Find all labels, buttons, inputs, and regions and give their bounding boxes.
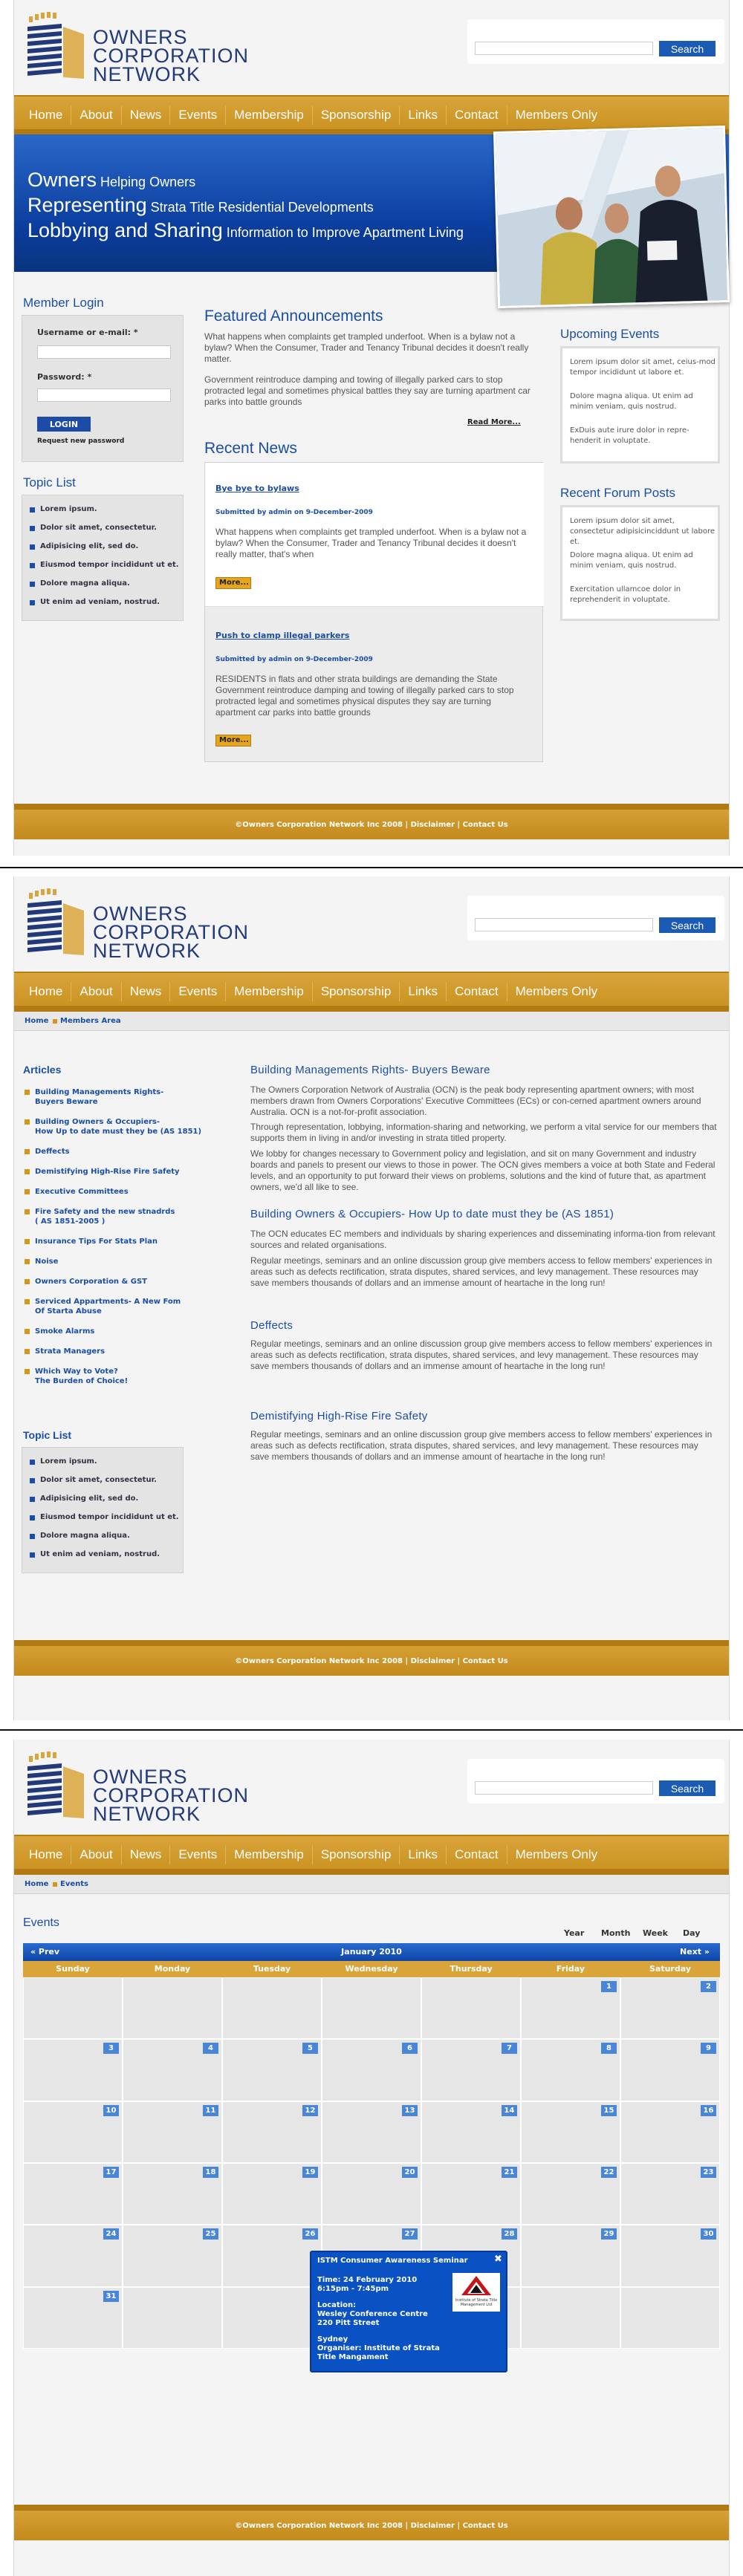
logo-line-1: OWNERS	[93, 902, 188, 925]
article-link[interactable]: Deffects	[23, 1147, 246, 1157]
section-1-para-2: Through representation, lobbying, information-sharing and networking, we perform a vital service for our members that supports them in living in and/or investing in strata titled property.	[250, 1122, 717, 1143]
search-input[interactable]	[475, 42, 653, 55]
popup-street: 220 Pitt Street	[317, 2319, 380, 2327]
nav-membership[interactable]: Membership	[226, 982, 313, 1001]
breadcrumb	[14, 1012, 729, 1031]
calendar-day-number[interactable]: 12	[302, 2105, 318, 2116]
site-footer	[14, 804, 729, 839]
search-button[interactable]: Search	[659, 917, 716, 933]
forum-box	[560, 505, 720, 621]
calendar-cell[interactable]	[222, 2101, 322, 2163]
calendar-day-number[interactable]: 3	[103, 2043, 119, 2054]
nav-news[interactable]: News	[122, 105, 171, 125]
password-input[interactable]	[37, 388, 171, 402]
calendar-cell[interactable]	[620, 2163, 720, 2225]
weekday-friday: Friday	[556, 1964, 585, 1974]
popup-time-range: 6:15pm - 7:45pm	[317, 2285, 389, 2293]
calendar-header	[23, 1943, 720, 1961]
logo-line-3: NETWORK	[93, 63, 201, 85]
banner-photo	[493, 126, 730, 308]
nav-about[interactable]: About	[71, 982, 121, 1001]
view-day[interactable]: Day	[683, 1928, 701, 1938]
topic-list-box	[22, 495, 184, 621]
calendar-day-number[interactable]: 4	[203, 2043, 218, 2054]
logo-building-icon	[25, 12, 88, 83]
nav-events[interactable]: Events	[170, 1845, 226, 1864]
calendar-cell[interactable]	[521, 2287, 620, 2349]
banner-line-2	[27, 194, 374, 217]
topic-list-box	[22, 1447, 184, 1573]
logo-line-2: CORPORATION	[93, 921, 250, 943]
articles-page	[0, 876, 743, 1720]
calendar-day-number[interactable]: 13	[402, 2105, 418, 2116]
calendar-cell[interactable]	[322, 2101, 421, 2163]
nav-contact[interactable]: Contact	[447, 1845, 507, 1864]
banner-line-1	[27, 169, 195, 192]
site-footer	[14, 2505, 729, 2540]
logo-wordmark	[93, 1768, 249, 1824]
calendar-cell[interactable]	[222, 2039, 322, 2101]
site-logo[interactable]	[25, 1752, 337, 1826]
logo-line-3: NETWORK	[93, 1803, 201, 1825]
people-meeting-image	[496, 128, 730, 308]
news-1-body: What happens when complaints get trampled underfoot. When is a bylaw not a bylaw? When the Consumer, Trader and Tenancy Tribunal decides it doesn't really matter, that's when	[215, 527, 527, 559]
main-nav	[14, 972, 729, 1012]
month-title: January 2010	[341, 1947, 402, 1957]
article-link[interactable]: Smoke Alarms	[23, 1327, 246, 1336]
username-input[interactable]	[37, 345, 171, 359]
calendar-cell[interactable]	[23, 2101, 123, 2163]
section-1-para-1: The Owners Corporation Network of Australia (OCN) is the peak body representing apartment owners; with most members drawn from Owners Corporations' Executive Committees (ECs) or con-cerned apartment owners around Australia. OCN is a not-for-profit association.	[250, 1084, 701, 1117]
banner-3-big: Lobbying and Sharing	[27, 219, 223, 241]
nav-links[interactable]: Links	[400, 982, 447, 1001]
topic-item[interactable]: Eiusmod tempor incididunt ut et.	[28, 1508, 179, 1526]
nav-members-only[interactable]: Members Only	[515, 1847, 598, 1861]
banner-1-big: Owners	[27, 169, 97, 191]
nav-members-only[interactable]: Members Only	[515, 984, 598, 998]
featured-paragraph-2: Government reintroduce damping and towing of illegally parked cars to stop protracted legal and sometimes physical battles they say are turning apartment car parks into battle grounds	[204, 374, 531, 407]
banner-3-small: Information to Improve Apartment Living	[222, 225, 464, 240]
topic-item[interactable]: Eiusmod tempor incididunt ut et.	[28, 556, 179, 574]
weekday-thursday: Thursday	[450, 1964, 493, 1974]
topic-item[interactable]: Dolore magna aliqua.	[28, 1526, 179, 1545]
main-nav	[14, 1835, 729, 1875]
search-button[interactable]: Search	[659, 41, 716, 56]
calendar-cell[interactable]	[521, 2101, 620, 2163]
calendar-day-number[interactable]: 2	[701, 1981, 716, 1992]
calendar-cell[interactable]	[620, 2225, 720, 2286]
section-3-title: Deffects	[250, 1319, 293, 1332]
forum-text-1: Lorem ipsum dolor sit amet, consectetur adipisicinciddunt ut labore et.	[570, 517, 716, 546]
article-link[interactable]: Demistifying High-Rise Fire Safety	[23, 1167, 246, 1177]
featured-title: Featured Announcements	[204, 308, 383, 325]
events-frame	[13, 1740, 730, 2576]
calendar-day-number[interactable]: 7	[502, 2043, 517, 2054]
calendar-cell[interactable]	[421, 2163, 521, 2225]
event-text-2: Dolore magna aliqua. Ut enim ad minim veniam, quis nostrud.	[570, 392, 693, 411]
news-card-1	[205, 463, 544, 607]
calendar-day-number[interactable]: 22	[601, 2167, 617, 2178]
article-link[interactable]: Serviced Appartments- A New Fom Of Starta Abuse	[23, 1297, 246, 1316]
calendar-day-number[interactable]: 14	[502, 2105, 517, 2116]
forum-title: Recent Forum Posts	[560, 486, 675, 500]
calendar-day-number[interactable]: 29	[601, 2228, 617, 2240]
article-link[interactable]: Insurance Tips For Stats Plan	[23, 1237, 246, 1246]
section-1-title: Building Managements Rights- Buyers Beware	[250, 1064, 490, 1076]
calendar-cell[interactable]	[421, 1977, 521, 2039]
article-link[interactable]: Building Owners & Occupiers- How Up to date must they be (AS 1851)	[23, 1117, 246, 1136]
recent-news-title: Recent News	[204, 440, 297, 457]
news-2-meta: Submitted by admin on 9-December-2009	[215, 656, 373, 663]
nav-sponsorship[interactable]: Sponsorship	[313, 105, 400, 125]
event-popup	[310, 2251, 507, 2372]
news-2-more-button[interactable]: More...	[215, 735, 251, 747]
calendar-cell[interactable]	[620, 1977, 720, 2039]
site-logo[interactable]	[25, 12, 337, 86]
topic-list-title: Topic List	[23, 475, 76, 489]
weekday-wednesday: Wednesday	[345, 1964, 398, 1974]
nav-home[interactable]: Home	[14, 982, 71, 1001]
news-2-body: RESIDENTS in flats and other strata buildings are demanding the State Government reintroduce damping and towing of illegally parked cars to stop protracted legal and sometimes physical disputes they say are turning apartment car parks into battle grounds	[215, 674, 514, 718]
nav-news[interactable]: News	[122, 1845, 171, 1864]
topic-item[interactable]: Adipisicing elit, sed do.	[28, 537, 179, 556]
section-4-para-1: Regular meetings, seminars and an online discussion group give members access to fellow members' experiences in areas such as defects rectification, strata disputes, shared services, and levy management. These resources may save members thousands of dollars and an immense amount of heartache in the long run!	[250, 1429, 713, 1462]
calendar-day-number[interactable]: 11	[203, 2105, 218, 2116]
calendar-cell[interactable]	[322, 2039, 421, 2101]
calendar-day-number[interactable]: 16	[701, 2105, 716, 2116]
banner-2-small: Strata Title Residential Developments	[146, 200, 374, 215]
calendar-cell[interactable]	[222, 2163, 322, 2225]
hero-banner	[14, 134, 729, 272]
istm-logo	[452, 2273, 500, 2312]
calendar-day-number[interactable]: 31	[103, 2291, 119, 2302]
popup-city: Sydney	[317, 2335, 348, 2344]
weekday-tuesday: Tuesday	[253, 1964, 291, 1974]
event-text-1: Lorem ipsum dolor sit amet, ceius-mod tempor incididunt ut labore et.	[570, 358, 716, 377]
nav-sponsorship[interactable]: Sponsorship	[313, 1845, 400, 1864]
logo-line-1: OWNERS	[93, 26, 188, 48]
article-link[interactable]: Owners Corporation & GST	[23, 1277, 246, 1287]
calendar-cell[interactable]	[123, 1977, 222, 2039]
site-logo[interactable]	[25, 888, 337, 963]
nav-contact[interactable]: Contact	[447, 982, 507, 1001]
article-link[interactable]: Building Managements Rights- Buyers Beware	[23, 1087, 246, 1107]
search-button[interactable]: Search	[659, 1780, 716, 1796]
calendar-cell[interactable]	[23, 1977, 123, 2039]
view-week[interactable]: Week	[643, 1928, 668, 1938]
logo-building-icon	[25, 888, 88, 960]
calendar-day-number[interactable]: 26	[302, 2228, 318, 2240]
topic-item[interactable]: Lorem ipsum.	[28, 1452, 179, 1471]
logo-line-2: CORPORATION	[93, 45, 250, 67]
forum-text-2: Dolore magna aliqua. Ut enim ad minim veniam, quis nostrud.	[570, 551, 693, 570]
calendar-cell[interactable]	[23, 2163, 123, 2225]
calendar-day-number[interactable]: 8	[601, 2043, 617, 2054]
nav-strip	[14, 1869, 729, 1875]
calendar-cell[interactable]	[123, 2039, 222, 2101]
nav-items	[14, 982, 729, 1001]
nav-news[interactable]: News	[122, 982, 171, 1001]
calendar-day-number[interactable]: 21	[502, 2167, 517, 2178]
crumb-separator-icon	[53, 1882, 57, 1887]
events-title: Events	[23, 1916, 59, 1929]
calendar-day-number[interactable]: 9	[701, 2043, 716, 2054]
crumb-events[interactable]: Events	[60, 1880, 88, 1888]
weekday-header	[23, 1961, 720, 1977]
nav-items	[14, 1845, 729, 1864]
banner-1-small: Helping Owners	[97, 175, 196, 189]
topic-item[interactable]: Ut enim ad veniam, nostrud.	[28, 1545, 179, 1564]
calendar-cell[interactable]	[521, 2163, 620, 2225]
articles-list	[23, 1087, 246, 1396]
calendar-cell[interactable]	[222, 2287, 322, 2349]
event-text-3: ExDuis aute irure dolor in repre-henderit in voluptate.	[570, 426, 690, 445]
calendar-day-number[interactable]: 5	[302, 2043, 318, 2054]
calendar-cell[interactable]	[123, 2287, 222, 2349]
calendar-cell[interactable]	[322, 1977, 421, 2039]
site-footer	[14, 1640, 729, 1676]
nav-about[interactable]: About	[71, 1845, 121, 1864]
search-input[interactable]	[475, 1781, 653, 1795]
banner-2-big: Representing	[27, 194, 147, 216]
footer-text[interactable]: ©Owners Corporation Network Inc 2008 | Disclaimer | Contact Us	[235, 2522, 508, 2530]
breadcrumb	[14, 1875, 729, 1894]
calendar-day-number[interactable]: 15	[601, 2105, 617, 2116]
topic-item[interactable]: Adipisicing elit, sed do.	[28, 1489, 179, 1508]
section-3-para-1: Regular meetings, seminars and an online discussion group give members access to fellow members' experiences in areas such as defects rectification, strata disputes, shared services, and levy management. These resources may save members thousands of dollars and an immense amount of heartache in the long run!	[250, 1339, 713, 1371]
weekday-monday: Monday	[154, 1964, 191, 1974]
calendar-day-number[interactable]: 27	[402, 2228, 418, 2240]
login-box	[22, 315, 184, 462]
calendar-day-number[interactable]: 23	[701, 2167, 716, 2178]
articles-frame	[13, 876, 730, 1720]
topic-list-title: Topic List	[23, 1429, 72, 1441]
search-box	[467, 1759, 724, 1803]
nav-members-only[interactable]: Members Only	[515, 108, 598, 122]
calendar-cell[interactable]	[123, 2163, 222, 2225]
calendar-cell[interactable]	[23, 2287, 123, 2349]
popup-organiser: Organiser: Institute of Strata	[317, 2344, 440, 2352]
forum-text-3: Exercitation ullamcoe dolor in reprehenderit in voluptate.	[570, 585, 681, 604]
section-2-para-1: The OCN educates EC members and individuals by sharing experiences and disseminating informa-tion from relevant sources and related organisations.	[250, 1229, 716, 1250]
page-divider	[0, 1729, 743, 1731]
nav-membership[interactable]: Membership	[226, 105, 313, 125]
topic-item[interactable]: Ut enim ad veniam, nostrud.	[28, 593, 179, 611]
nav-contact[interactable]: Contact	[447, 105, 507, 125]
section-2-para-2: Regular meetings, seminars and an online discussion group give members access to fellow members' experiences in areas such as defects rectification, strata disputes, shared services, and levy management. These resources may save members thousands of dollars and an immense amount of heartache in the long run!	[250, 1255, 713, 1288]
calendar-cell[interactable]	[521, 1977, 620, 2039]
nav-items	[14, 105, 729, 125]
logo-wordmark	[93, 28, 249, 84]
nav-home[interactable]: Home	[14, 105, 71, 125]
topic-item[interactable]: Dolor sit amet, consectetur.	[28, 1471, 179, 1489]
calendar-cell[interactable]	[322, 2163, 421, 2225]
nav-membership[interactable]: Membership	[226, 1845, 313, 1864]
calendar-cell[interactable]	[620, 2287, 720, 2349]
footer-strip	[14, 804, 729, 810]
news-1-more-button[interactable]: More...	[215, 577, 251, 589]
logo-building-icon	[25, 1752, 88, 1823]
calendar-day-number[interactable]: 24	[103, 2228, 119, 2240]
read-more-link[interactable]: Read More...	[467, 418, 521, 426]
prev-month-link[interactable]: « Prev	[30, 1947, 60, 1957]
istm-logo-text: Institute of Strata Title Management Ltd	[455, 2298, 498, 2307]
calendar-day-number[interactable]: 25	[203, 2228, 218, 2240]
popup-time: Time: 24 February 2010	[317, 2276, 418, 2284]
home-frame	[13, 0, 730, 856]
calendar-day-number[interactable]: 20	[402, 2167, 418, 2178]
featured-paragraph-1: What happens when complaints get trampled underfoot. When is a bylaw not a bylaw? When the Consumer, Trader and Tenancy Tribunal decides it doesn't really matter.	[204, 331, 529, 364]
calendar-cell[interactable]	[123, 2101, 222, 2163]
topic-list	[28, 1452, 179, 1564]
logo-line-2: CORPORATION	[93, 1784, 250, 1806]
news-1-title[interactable]: Bye bye to bylaws	[215, 484, 299, 493]
calendar-cell[interactable]	[23, 2039, 123, 2101]
news-2-title[interactable]: Push to clamp illegal parkers	[215, 631, 350, 640]
nav-links[interactable]: Links	[400, 105, 447, 125]
next-month-link[interactable]: Next »	[680, 1947, 710, 1957]
crumb-home[interactable]: Home	[25, 1017, 49, 1025]
calendar-day-number[interactable]: 17	[103, 2167, 119, 2178]
banner-line-3	[27, 219, 464, 242]
article-link[interactable]: Which Way to Vote? The Burden of Choice!	[23, 1367, 246, 1386]
nav-about[interactable]: About	[71, 105, 121, 125]
calendar-day-number[interactable]: 1	[601, 1981, 617, 1992]
events-box	[560, 346, 720, 464]
calendar-cell[interactable]	[123, 2225, 222, 2286]
nav-links[interactable]: Links	[400, 1845, 447, 1864]
nav-strip	[14, 1006, 729, 1012]
topic-item[interactable]: Dolore magna aliqua.	[28, 574, 179, 593]
weekday-sunday: Sunday	[56, 1964, 90, 1974]
calendar-day-number[interactable]: 18	[203, 2167, 218, 2178]
nav-sponsorship[interactable]: Sponsorship	[313, 982, 400, 1001]
article-link[interactable]: Fire Safety and the new stnadrds ( AS 1851-2005 )	[23, 1207, 246, 1226]
popup-title[interactable]: ISTM Consumer Awareness Seminar	[317, 2257, 468, 2265]
section-4-title: Demistifying High-Rise Fire Safety	[250, 1410, 428, 1422]
view-year[interactable]: Year	[564, 1928, 585, 1938]
login-button[interactable]: LOGIN	[37, 417, 91, 432]
calendar-day-number[interactable]: 6	[402, 2043, 418, 2054]
calendar-cell[interactable]	[222, 1977, 322, 2039]
login-title: Member Login	[23, 296, 104, 310]
crumb-home[interactable]: Home	[25, 1880, 49, 1888]
calendar-cell[interactable]	[620, 2039, 720, 2101]
popup-close-icon[interactable]: ✖	[494, 2254, 502, 2265]
popup-location-label: Location:	[317, 2301, 357, 2309]
nav-home[interactable]: Home	[14, 1845, 71, 1864]
search-box	[467, 19, 724, 64]
crumb-members-area[interactable]: Members Area	[60, 1017, 121, 1025]
news-1-meta: Submitted by admin on 9-December-2009	[215, 509, 373, 516]
password-label: Password: *	[37, 372, 92, 382]
events-page	[0, 1740, 743, 2576]
calendar-cell[interactable]	[521, 2039, 620, 2101]
article-link[interactable]: Executive Committees	[23, 1187, 246, 1197]
footer-text[interactable]: ©Owners Corporation Network Inc 2008 | Disclaimer | Contact Us	[235, 1657, 508, 1665]
footer-text[interactable]: ©Owners Corporation Network Inc 2008 | Disclaimer | Contact Us	[235, 821, 508, 829]
username-label: Username or e-mail: *	[37, 328, 138, 337]
request-password-link[interactable]: Request new password	[37, 438, 125, 445]
article-link[interactable]: Noise	[23, 1257, 246, 1266]
crumb-separator-icon	[53, 1019, 57, 1024]
search-input[interactable]	[475, 918, 653, 931]
view-month[interactable]: Month	[601, 1928, 631, 1938]
weekday-saturday: Saturday	[649, 1964, 691, 1974]
news-panel	[204, 462, 543, 762]
page-divider	[0, 867, 743, 868]
calendar-cell[interactable]	[222, 2225, 322, 2286]
nav-events[interactable]: Events	[170, 105, 226, 125]
logo-wordmark	[93, 902, 250, 962]
home-page	[0, 0, 743, 856]
calendar-cell[interactable]	[421, 2101, 521, 2163]
calendar-cell[interactable]	[23, 2225, 123, 2286]
logo-line-1: OWNERS	[93, 1766, 188, 1788]
section-2-title: Building Owners & Occupiers- How Up to date must they be (AS 1851)	[250, 1208, 614, 1220]
logo-line-3: NETWORK	[93, 940, 201, 962]
calendar-day-number[interactable]: 19	[302, 2167, 318, 2178]
article-link[interactable]: Strata Managers	[23, 1347, 246, 1356]
footer-strip	[14, 2505, 729, 2511]
topic-item[interactable]: Dolor sit amet, consectetur.	[28, 518, 179, 537]
calendar-day-number[interactable]: 30	[701, 2228, 716, 2240]
calendar-day-number[interactable]: 28	[502, 2228, 517, 2240]
search-box	[467, 896, 724, 940]
section-1-para-3: We lobby for changes necessary to Government policy and legislation, and sit on many Government and industry boards and panels to present our views to those in power. The OCN gives members a voice at both State and Federal levels, and an opportunity to put forward their views on problems, solutions and the kind of future that, as apartment owners, we'd all like to see.	[250, 1148, 716, 1192]
events-title: Upcoming Events	[560, 327, 660, 341]
calendar-day-number[interactable]: 10	[103, 2105, 119, 2116]
topic-list	[28, 500, 179, 611]
popup-venue: Wesley Conference Centre	[317, 2310, 428, 2318]
popup-organiser-2: Title Mangament	[317, 2353, 389, 2361]
footer-strip	[14, 1640, 729, 1646]
topic-item[interactable]: Lorem ipsum.	[28, 500, 179, 518]
nav-events[interactable]: Events	[170, 982, 226, 1001]
calendar-cell[interactable]	[421, 2039, 521, 2101]
calendar-cell[interactable]	[521, 2225, 620, 2286]
articles-title: Articles	[23, 1064, 62, 1076]
calendar-cell[interactable]	[620, 2101, 720, 2163]
